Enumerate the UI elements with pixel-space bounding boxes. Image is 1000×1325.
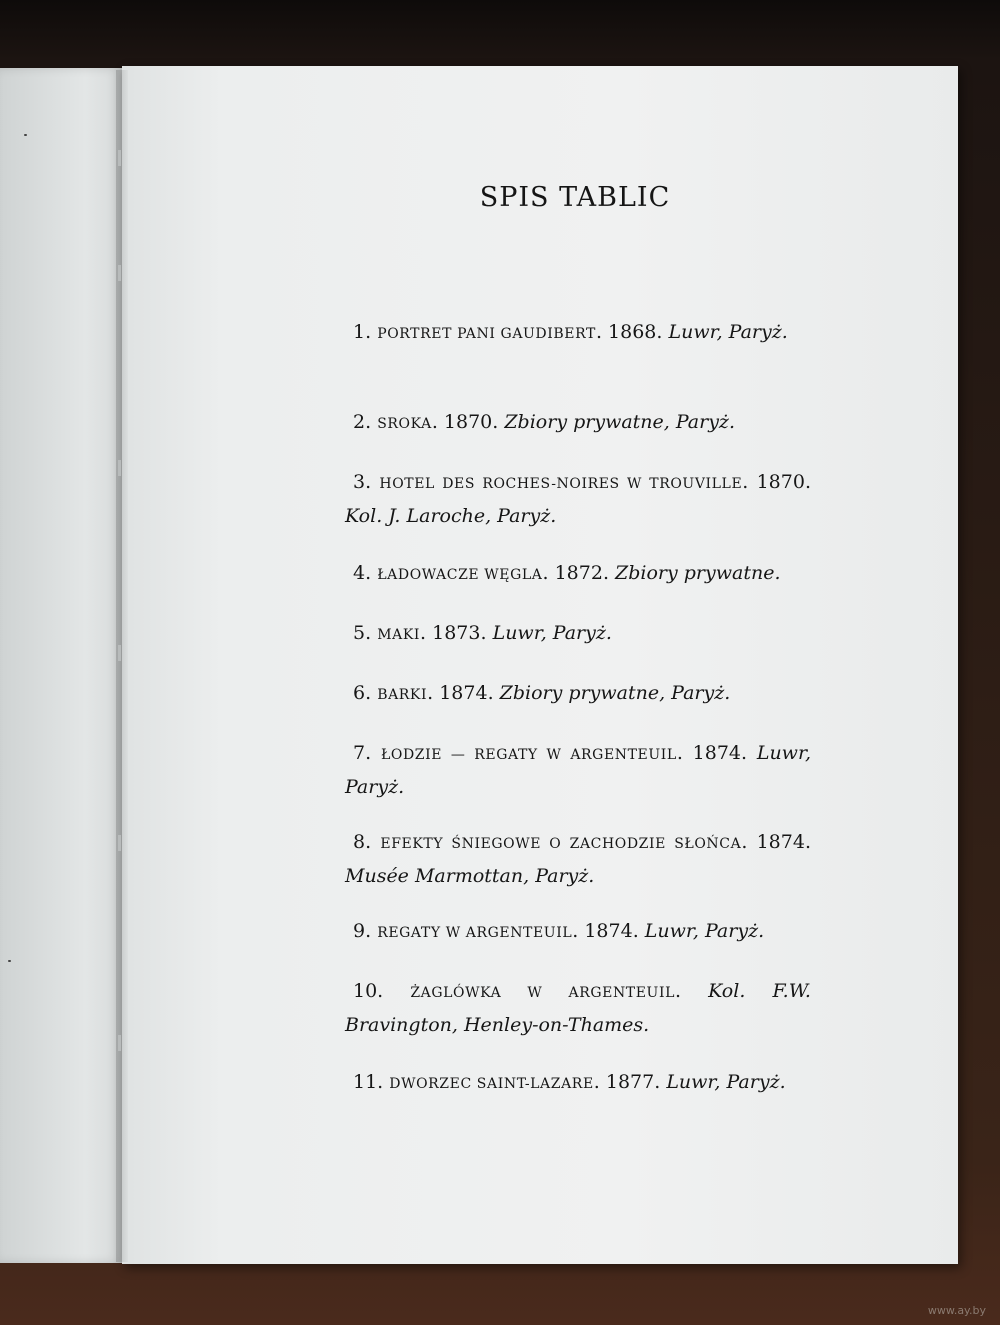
item-location: Luwr, Paryż. <box>492 622 612 644</box>
list-item: 2. SROKA. 1870. Zbiory prywatne, Paryż. <box>353 411 735 433</box>
list-item: 3. HOTEL DES ROCHES-NOIRES W TROUVILLE. 1870. Kol. J. Laroche, Paryż. <box>345 471 811 527</box>
item-title: DWORZEC SAINT-LAZARE <box>389 1076 594 1092</box>
item-number: 1. <box>353 321 372 343</box>
item-year: 1870 <box>756 471 805 493</box>
item-title: HOTEL DES ROCHES-NOIRES W TROUVILLE <box>379 476 743 492</box>
item-number: 6. <box>353 682 372 704</box>
item-number: 8. <box>353 831 372 853</box>
item-number: 4. <box>353 562 372 584</box>
page-title: SPIS TABLIC <box>479 182 671 213</box>
item-title: ŁADOWACZE WĘGLA <box>377 567 543 583</box>
item-number: 9. <box>353 920 372 942</box>
item-title: REGATY W ARGENTEUIL <box>377 925 573 941</box>
list-item: 10. ŻAGLÓWKA W ARGENTEUIL. Kol. F.W. Bravington, Henley-on-Thames. <box>345 980 811 1036</box>
list-item: 1. PORTRET PANI GAUDIBERT. 1868. Luwr, Paryż. <box>353 321 788 343</box>
book-gutter <box>116 70 128 1262</box>
item-location: Musée Marmottan, Paryż. <box>345 865 595 887</box>
item-title: MAKI <box>377 627 421 643</box>
item-title: EFEKTY ŚNIEGOWE O ZACHODZIE SŁOŃCA <box>380 836 742 852</box>
binding-stitch <box>118 150 121 166</box>
item-location: Zbiory prywatne, Paryż. <box>504 411 735 433</box>
list-item: 6. BARKI. 1874. Zbiory prywatne, Paryż. <box>353 682 731 704</box>
list-item: 9. REGATY W ARGENTEUIL. 1874. Luwr, Paryż. <box>353 920 765 942</box>
item-number: 2. <box>353 411 372 433</box>
binding-stitch <box>118 645 121 661</box>
item-year: 1874 <box>439 682 488 704</box>
item-title: SROKA <box>377 416 432 432</box>
list-item: 8. EFEKTY ŚNIEGOWE O ZACHODZIE SŁOŃCA. 1874. Musée Marmottan, Paryż. <box>345 831 811 887</box>
item-number: 5. <box>353 622 372 644</box>
item-title: ŻAGLÓWKA W ARGENTEUIL <box>410 985 675 1001</box>
left-page <box>0 68 122 1263</box>
item-location: Luwr, Paryż. <box>668 321 788 343</box>
binding-stitch <box>118 835 121 851</box>
item-title: PORTRET PANI GAUDIBERT <box>377 326 596 342</box>
binding-stitch <box>118 460 121 476</box>
item-location: Zbiory prywatne, Paryż. <box>499 682 731 704</box>
item-location: Kol. F.W. Bravington, Henley-on-Thames. <box>345 980 811 1036</box>
item-location: Luwr, Paryż. <box>644 920 765 942</box>
item-year: 1872 <box>554 562 603 584</box>
item-number: 3. <box>353 471 372 493</box>
list-item: 4. ŁADOWACZE WĘGLA. 1872. Zbiory prywatne. <box>353 562 781 584</box>
item-number: 7. <box>353 742 372 764</box>
binding-stitch <box>118 265 121 281</box>
item-year: 1870 <box>443 411 493 433</box>
paper-speck <box>8 960 11 962</box>
item-year: 1874 <box>584 920 633 942</box>
item-location: Kol. J. Laroche, Paryż. <box>345 505 557 527</box>
list-item: 7. ŁODZIE — REGATY W ARGENTEUIL. 1874. Luwr, Paryż. <box>345 742 811 798</box>
item-year: 1874 <box>692 742 741 764</box>
list-item: 11. DWORZEC SAINT-LAZARE. 1877. Luwr, Paryż. <box>353 1071 786 1093</box>
list-item: 5. MAKI. 1873. Luwr, Paryż. <box>353 622 612 644</box>
item-location: Luwr, Paryż. <box>666 1071 786 1093</box>
item-year: 1877 <box>605 1071 655 1093</box>
binding-stitch <box>118 1035 121 1051</box>
item-title: ŁODZIE — REGATY W ARGENTEUIL <box>380 747 677 763</box>
item-location: Zbiory prywatne. <box>615 562 781 584</box>
item-year: 1873 <box>432 622 481 644</box>
paper-speck <box>24 134 27 136</box>
watermark: www.ay.by <box>927 1304 986 1317</box>
item-title: BARKI <box>377 687 428 703</box>
item-year: 1868 <box>608 321 657 343</box>
item-year: 1874 <box>756 831 805 853</box>
item-location: Luwr, Paryż. <box>345 742 811 798</box>
item-number: 11. <box>353 1071 384 1093</box>
item-number: 10. <box>353 980 384 1002</box>
